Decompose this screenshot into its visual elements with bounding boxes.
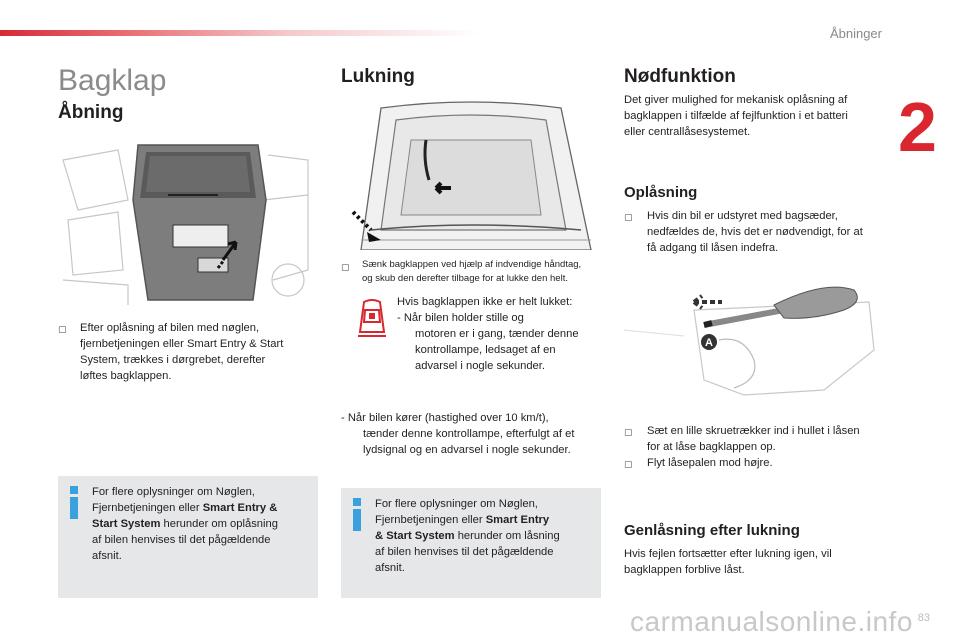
text-line: fjernbetjeningen eller Smart Entry & Start — [80, 338, 284, 350]
bullet-icon: ▢ — [624, 427, 633, 437]
text-line: af bilen henvises til det pågældende — [92, 534, 271, 546]
text-line: for at låse bagklappen op. — [647, 441, 776, 453]
text-line: motoren er i gang, tænder denne — [415, 328, 579, 340]
header-accent-bar — [0, 30, 480, 36]
text-line: Hvis bagklappen ikke er helt lukket: — [397, 296, 573, 308]
step-insert-screwdriver — [647, 423, 887, 455]
info-icon — [66, 486, 84, 520]
lock-screwdriver-illustration — [624, 280, 886, 410]
text-line: afsnit. — [375, 562, 405, 574]
text-line: kontrollampe, ledsaget af en — [415, 344, 556, 356]
watermark: carmanualsonline.info — [630, 606, 913, 637]
text-line: - Når bilen kører (hastighed over 10 km/t), — [341, 412, 549, 424]
info-icon — [349, 498, 367, 532]
text-line: bagklappen i tilfælde af fejlfunktion i et batteri — [624, 110, 848, 122]
text-line: System, trækkes i dørgrebet, derefter — [80, 354, 266, 366]
warning-stationary-text — [397, 294, 602, 374]
bullet-icon: ▢ — [58, 324, 67, 334]
text-line: advarsel i nogle sekunder. — [415, 360, 545, 372]
text-line: Sæt en lille skruetrækker ind i hullet i låsen — [647, 425, 860, 437]
chapter-number: 2 — [898, 88, 937, 166]
text-line: For flere oplysninger om Nøglen, — [92, 486, 255, 498]
text-line: af bilen henvises til det pågældende — [375, 546, 554, 558]
text-line: Flyt låsepalen mod højre. — [647, 457, 773, 469]
section-header: Åbninger — [829, 26, 882, 41]
emergency-heading: Nødfunktion — [624, 66, 736, 87]
text-line: For flere oplysninger om Nøglen, — [375, 498, 538, 510]
text-line: - Når bilen holder stille og — [397, 312, 524, 324]
text-line: bagklappen forblive låst. — [624, 564, 745, 576]
info-box-opening — [58, 476, 318, 598]
relock-heading: Genlåsning efter lukning — [624, 522, 800, 539]
text-line: eller centrallåsesystemet. — [624, 126, 751, 138]
bullet-icon: ▢ — [624, 459, 633, 469]
bullet-icon: ▢ — [624, 212, 633, 222]
text-line: Hvis fejlen fortsætter efter lukning igen, vil — [624, 548, 832, 560]
unlock-heading: Oplåsning — [624, 184, 698, 201]
closing-heading: Lukning — [341, 66, 415, 87]
relock-text — [624, 546, 886, 578]
page-title: Bagklap — [58, 64, 167, 97]
text-line: Sænk bagklappen ved hjælp af indvendige håndtag, — [362, 259, 582, 270]
text-line: løftes bagklappen. — [80, 370, 172, 382]
info-box-closing — [341, 488, 601, 598]
opening-heading: Åbning — [58, 102, 124, 123]
text-line: lydsignal og en advarsel i nogle sekunder. — [363, 444, 571, 456]
emergency-intro — [624, 92, 886, 140]
warning-driving-text — [341, 410, 603, 458]
text-line: Fjernbetjeningen eller Smart Entry — [375, 514, 550, 526]
tailgate-interior-illustration — [341, 100, 601, 250]
text-line: afsnit. — [92, 550, 122, 562]
opening-instruction — [80, 320, 320, 384]
text-line: Efter oplåsning af bilen med nøglen, — [80, 322, 260, 334]
text-line: & Start System herunder om låsning — [375, 530, 560, 542]
figure-label-a: A — [705, 337, 713, 349]
text-line: Det giver mulighed for mekanisk oplåsning af — [624, 94, 848, 106]
unlock-instruction — [647, 208, 887, 256]
text-line: nedfældes de, hvis det er nødvendigt, for at — [647, 226, 863, 238]
text-line: og skub den derefter tilbage for at lukke den helt. — [362, 273, 568, 284]
van-rear-illustration — [58, 140, 313, 310]
text-line: Start System herunder om oplåsning — [92, 518, 278, 530]
text-line: få adgang til låsen indefra. — [647, 242, 779, 254]
text-line: Fjernbetjeningen eller Smart Entry & — [92, 502, 278, 514]
bullet-icon: ▢ — [341, 262, 350, 272]
page-number: 83 — [917, 612, 930, 624]
closing-caption — [362, 258, 602, 286]
text-line: tænder denne kontrollampe, efterfulgt af et — [363, 428, 575, 440]
open-tailgate-warning-icon — [352, 298, 392, 338]
step-move-latch — [647, 455, 887, 471]
text-line: Hvis din bil er udstyret med bagsæder, — [647, 210, 838, 222]
